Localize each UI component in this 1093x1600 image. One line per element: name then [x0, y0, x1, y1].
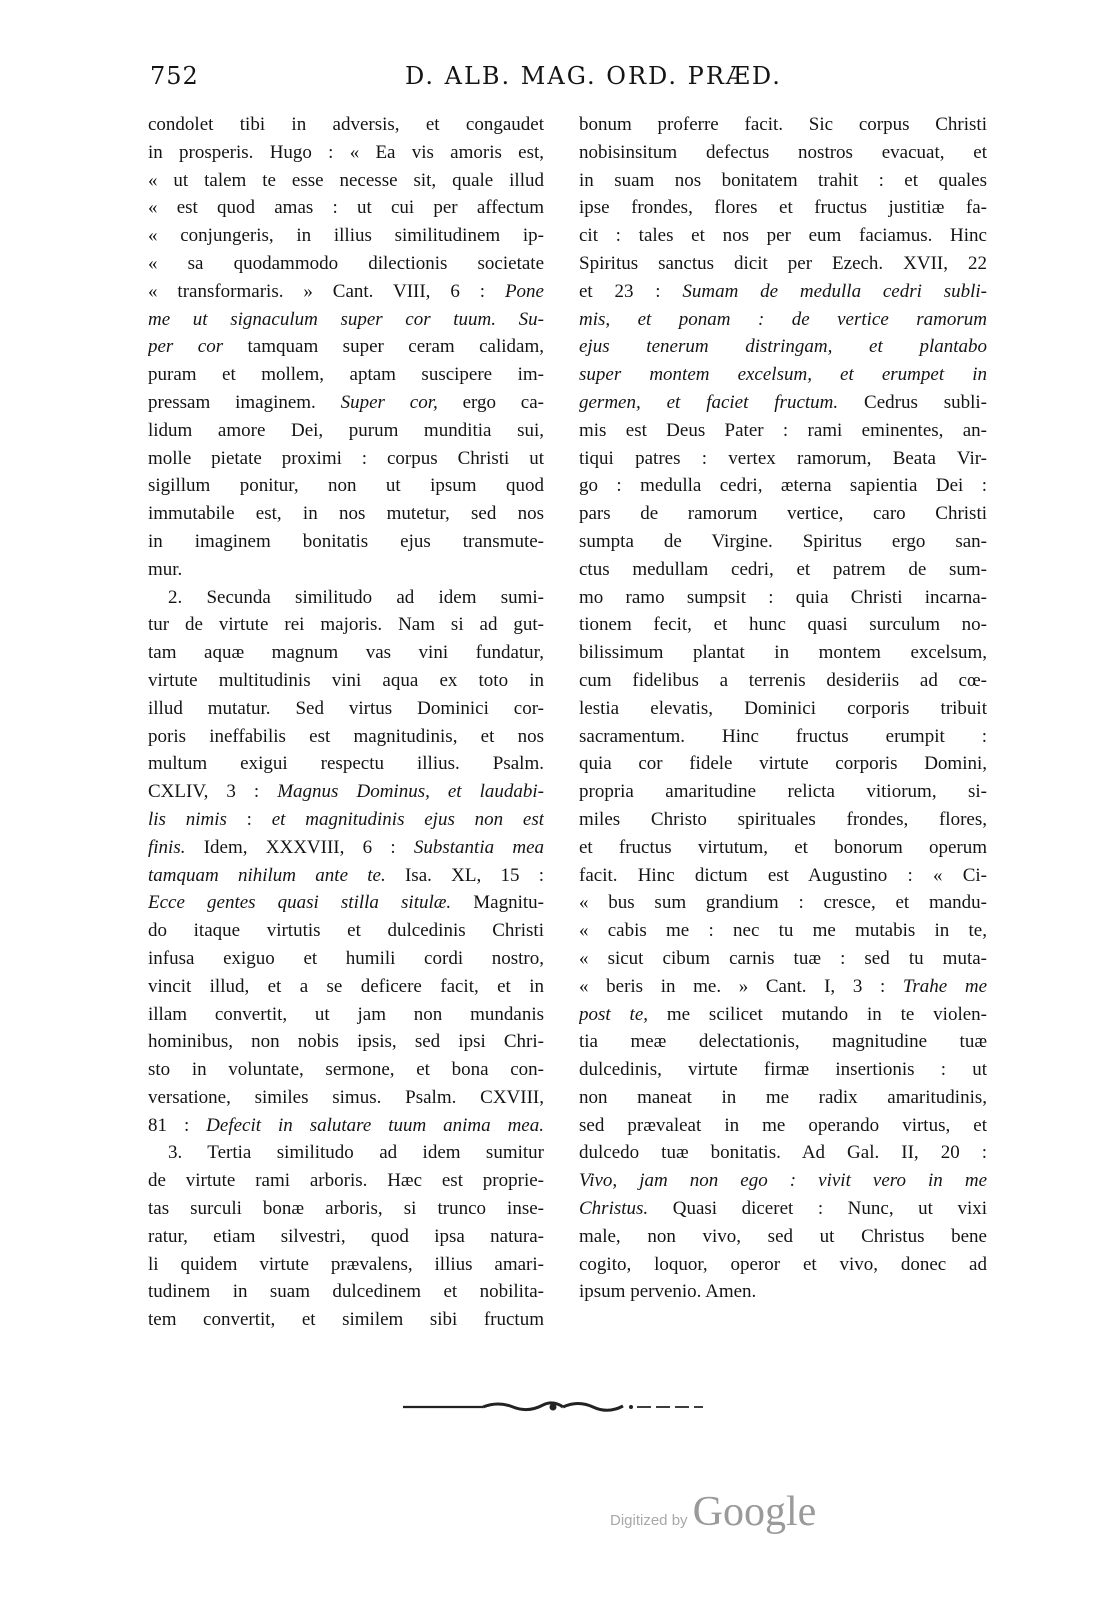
- text-run: multum exigui respectu illius. Psalm.: [148, 753, 544, 775]
- text-line: [148, 889, 544, 917]
- text-line: [148, 1139, 544, 1167]
- text-run: nobisinsitum defectus nostros evacuat, et: [579, 141, 987, 163]
- text-line: [579, 167, 987, 195]
- italic-text: finis.: [148, 836, 186, 858]
- text-run: Spiritus sanctus dicit per Ezech. XVII, 22: [579, 252, 987, 274]
- text-run: quia cor fidele virtute corporis Domini,: [579, 753, 987, 775]
- text-run: in imaginem bonitatis ejus transmute-: [148, 530, 544, 552]
- text-run: in prosperis. Hugo : « Ea vis amoris est,: [148, 141, 544, 163]
- text-run: sto in voluntate, sermone, et bona con-: [148, 1059, 544, 1081]
- ornamental-tailpiece-icon: [403, 1392, 709, 1422]
- text-line: [579, 862, 987, 890]
- text-line: [148, 528, 544, 556]
- italic-text: tamquam nihilum ante te.: [148, 864, 386, 886]
- italic-text: Magnus Dominus, et laudabi-: [277, 781, 544, 803]
- text-line: [579, 1223, 987, 1251]
- text-run: sed prævaleat in me operando virtus, et: [579, 1114, 987, 1136]
- text-line: [579, 945, 987, 973]
- text-run: hominibus, non nobis ipsis, sed ipsi Chri-: [148, 1031, 544, 1053]
- text-line: [148, 111, 544, 139]
- italic-text: ejus tenerum distringam, et plantabo: [579, 336, 987, 358]
- text-line: [148, 723, 544, 751]
- italic-text: super montem excelsum, et erumpet in: [579, 364, 987, 386]
- text-line: [579, 306, 987, 334]
- text-line: [148, 500, 544, 528]
- text-run: ipsum pervenio. Amen.: [579, 1281, 757, 1303]
- text-run: ergo ca-: [437, 391, 544, 413]
- text-line: [579, 695, 987, 723]
- text-line: [579, 445, 987, 473]
- text-run: Isa. XL, 15 :: [385, 864, 544, 886]
- text-line: [579, 917, 987, 945]
- running-title: D. ALB. MAG. ORD. PRÆD.: [405, 62, 782, 90]
- text-run: illam convertit, ut jam non mundanis: [148, 1003, 544, 1025]
- text-line: [148, 1195, 544, 1223]
- text-line: [579, 806, 987, 834]
- text-run: sacramentum. Hinc fructus erumpit :: [579, 725, 987, 747]
- text-line: [148, 1167, 544, 1195]
- text-run: pars de ramorum vertice, caro Christi: [579, 503, 987, 525]
- text-line: [579, 667, 987, 695]
- text-line: [579, 1084, 987, 1112]
- text-run: dulcedinis, virtute firmæ insertionis : ut: [579, 1059, 987, 1081]
- text-line: [579, 250, 987, 278]
- text-run: « est quod amas : ut cui per affectum: [148, 197, 544, 219]
- text-line: [579, 1195, 987, 1223]
- text-line: [148, 222, 544, 250]
- italic-text: et magnitudinis ejus non est: [271, 808, 544, 830]
- text-run: li quidem virtute prævalens, illius amari-: [148, 1253, 544, 1275]
- digitized-watermark: [610, 1488, 816, 1536]
- text-line: [148, 1084, 544, 1112]
- text-run: do itaque virtutis et dulcedinis Christi: [148, 920, 544, 942]
- text-line: [579, 139, 987, 167]
- text-line: [579, 611, 987, 639]
- text-line: [148, 695, 544, 723]
- italic-text: Sumam de medulla cedri subli-: [682, 280, 987, 302]
- text-line: [579, 528, 987, 556]
- text-line: [148, 667, 544, 695]
- text-run: « sa quodammodo dilectionis societate: [148, 252, 544, 274]
- text-run: tiqui patres : vertex ramorum, Beata Vir-: [579, 447, 987, 469]
- text-line: [148, 862, 544, 890]
- text-run: 81 :: [148, 1114, 207, 1136]
- text-line: [148, 1112, 544, 1140]
- text-run: tem convertit, et similem sibi fructum: [148, 1309, 544, 1331]
- text-run: cogito, loquor, operor et vivo, donec ad: [579, 1253, 987, 1275]
- text-line: [579, 1028, 987, 1056]
- google-logo: Google: [692, 1489, 817, 1535]
- text-line: [148, 1251, 544, 1279]
- text-column-left: [148, 111, 544, 1334]
- text-line: [148, 1278, 544, 1306]
- text-run: Quasi diceret : Nunc, ut vixi: [648, 1198, 987, 1220]
- text-run: Cedrus subli-: [838, 391, 987, 413]
- italic-text: per cor: [148, 336, 224, 358]
- text-line: [579, 1112, 987, 1140]
- text-run: de virtute rami arboris. Hæc est proprie-: [148, 1170, 544, 1192]
- text-run: sumpta de Virgine. Spiritus ergo san-: [579, 530, 987, 552]
- text-run: lidum amore Dei, purum munditia sui,: [148, 419, 544, 441]
- text-run: tudinem in suam dulcedinem et nobilita-: [148, 1281, 544, 1303]
- text-run: mur.: [148, 558, 183, 580]
- text-run: tia meæ delectationis, magnitudine tuæ: [579, 1031, 987, 1053]
- text-line: [148, 445, 544, 473]
- text-line: [148, 417, 544, 445]
- text-run: cit : tales et nos per eum faciamus. Hinc: [579, 225, 987, 247]
- text-run: facit. Hinc dictum est Augustino : « Ci-: [579, 864, 987, 886]
- text-line: [579, 222, 987, 250]
- text-line: [148, 472, 544, 500]
- text-line: [579, 556, 987, 584]
- text-run: virtute multitudinis vini aqua ex toto in: [148, 669, 544, 691]
- text-line: [148, 778, 544, 806]
- text-column-right: [579, 111, 987, 1306]
- text-line: [579, 778, 987, 806]
- text-run: tamquam super ceram calidam,: [223, 336, 544, 358]
- text-run: infusa exiguo et humili cordi nostro,: [148, 947, 544, 969]
- text-line: [579, 333, 987, 361]
- italic-text: Defecit in salutare tuum anima mea.: [206, 1114, 544, 1136]
- text-run: tur de virtute rei majoris. Nam si ad gut-: [148, 614, 544, 636]
- text-run: et 23 :: [579, 280, 683, 302]
- text-line: [148, 750, 544, 778]
- text-line: [148, 611, 544, 639]
- text-run: in suam nos bonitatem trahit : et quales: [579, 169, 987, 191]
- text-line: [579, 723, 987, 751]
- italic-text: lis nimis: [148, 808, 227, 830]
- italic-text: Ecce gentes quasi stilla situlæ.: [148, 892, 452, 914]
- italic-text: Super cor,: [340, 391, 438, 413]
- text-line: [579, 750, 987, 778]
- text-run: miles Christo spirituales frondes, flores,: [579, 808, 987, 830]
- text-line: [579, 278, 987, 306]
- text-line: [148, 250, 544, 278]
- italic-text: Trahe me: [902, 975, 987, 997]
- text-run: mo ramo sumpsit : quia Christi incarna-: [579, 586, 987, 608]
- text-line: [148, 361, 544, 389]
- text-line: [579, 1278, 987, 1306]
- text-run: « ut talem te esse necesse sit, quale illud: [148, 169, 544, 191]
- text-line: [148, 1056, 544, 1084]
- text-run: illud mutatur. Sed virtus Dominici cor-: [148, 697, 544, 719]
- text-line: [148, 389, 544, 417]
- text-run: mis est Deus Pater : rami eminentes, an-: [579, 419, 987, 441]
- text-line: [579, 389, 987, 417]
- text-run: « transformaris. » Cant. VIII, 6 :: [148, 280, 505, 302]
- italic-text: Vivo, jam non ego : vivit vero in me: [579, 1170, 987, 1192]
- text-line: [579, 1167, 987, 1195]
- text-run: tam aquæ magnum vas vini fundatur,: [148, 642, 544, 664]
- text-run: bilissimum plantat in montem excelsum,: [579, 642, 987, 664]
- text-run: CXLIV, 3 :: [148, 781, 278, 803]
- text-line: [148, 556, 544, 584]
- text-run: Idem, XXXVIII, 6 :: [185, 836, 414, 858]
- italic-text: Pone: [504, 280, 544, 302]
- text-line: [148, 194, 544, 222]
- text-run: condolet tibi in adversis, et congaudet: [148, 114, 544, 135]
- text-run: tionem fecit, et hunc quasi surculum no-: [579, 614, 987, 636]
- text-line: [148, 639, 544, 667]
- text-line: [579, 834, 987, 862]
- text-line: [579, 1139, 987, 1167]
- text-run: ctus medullam cedri, et patrem de sum-: [579, 558, 987, 580]
- italic-text: mis, et ponam : de vertice ramorum: [579, 308, 987, 330]
- text-line: [148, 973, 544, 1001]
- italic-text: Christus.: [579, 1198, 649, 1220]
- text-run: dulcedo tuæ bonitatis. Ad Gal. II, 20 :: [579, 1142, 987, 1164]
- text-line: [579, 1251, 987, 1279]
- text-line: [148, 139, 544, 167]
- text-line: [579, 584, 987, 612]
- text-run: male, non vivo, sed ut Christus bene: [579, 1225, 987, 1247]
- text-run: me scilicet mutando in te violen-: [648, 1003, 987, 1025]
- text-run: versatione, similes simus. Psalm. CXVIII,: [148, 1086, 544, 1108]
- text-run: Magnitu-: [451, 892, 544, 914]
- text-line: [148, 1028, 544, 1056]
- text-line: [148, 917, 544, 945]
- text-line: [148, 1001, 544, 1029]
- text-line: [148, 584, 544, 612]
- text-line: [579, 361, 987, 389]
- text-run: « bus sum grandium : cresce, et mandu-: [579, 892, 987, 914]
- text-run: « sicut cibum carnis tuæ : sed tu muta-: [579, 947, 987, 969]
- text-run: immutabile est, in nos mutetur, sed nos: [148, 503, 544, 525]
- text-run: tas surculi bonæ arboris, si trunco inse-: [148, 1198, 544, 1220]
- text-line: [148, 306, 544, 334]
- text-run: 3. Tertia similitudo ad idem sumitur: [168, 1142, 544, 1164]
- text-run: :: [226, 808, 272, 830]
- text-line: [579, 889, 987, 917]
- text-run: « conjungeris, in illius similitudinem ip-: [148, 225, 544, 247]
- text-line: [148, 333, 544, 361]
- italic-text: me ut signaculum super cor tuum. Su-: [148, 308, 544, 330]
- text-run: poris ineffabilis est magnitudinis, et nos: [148, 725, 544, 747]
- text-run: cum fidelibus a terrenis desideriis ad cœ-: [579, 669, 987, 691]
- text-run: vincit illud, et a se deficere facit, et in: [148, 975, 544, 997]
- text-run: go : medulla cedri, æterna sapientia Dei :: [579, 475, 987, 497]
- text-line: [579, 973, 987, 1001]
- text-run: « cabis me : nec tu me mutabis in te,: [579, 920, 987, 942]
- text-line: [148, 834, 544, 862]
- text-line: [579, 1001, 987, 1029]
- text-run: lestia elevatis, Dominici corporis tribuit: [579, 697, 987, 719]
- text-line: [148, 278, 544, 306]
- watermark-prefix: Digitized by: [610, 1512, 688, 1529]
- text-run: puram et mollem, aptam suscipere im-: [148, 364, 544, 386]
- italic-text: Substantia mea: [413, 836, 544, 858]
- text-run: non maneat in me radix amaritudinis,: [579, 1086, 987, 1108]
- text-line: [579, 500, 987, 528]
- page-number: 752: [150, 62, 199, 90]
- text-run: pressam imaginem.: [148, 391, 341, 413]
- text-line: [579, 472, 987, 500]
- text-run: sigillum ponitur, non ut ipsum quod: [148, 475, 544, 497]
- text-line: [579, 639, 987, 667]
- text-run: « beris in me. » Cant. I, 3 :: [579, 975, 903, 997]
- text-run: 2. Secunda similitudo ad idem sumi-: [168, 586, 544, 608]
- text-line: [579, 111, 987, 139]
- italic-text: post te,: [579, 1003, 648, 1025]
- text-line: [579, 417, 987, 445]
- text-line: [148, 945, 544, 973]
- italic-text: germen, et faciet fructum.: [579, 391, 839, 413]
- text-line: [148, 167, 544, 195]
- text-line: [148, 806, 544, 834]
- text-line: [579, 194, 987, 222]
- text-run: bonum proferre facit. Sic corpus Christi: [579, 114, 987, 135]
- text-line: [148, 1223, 544, 1251]
- text-run: molle pietate proximi : corpus Christi ut: [148, 447, 544, 469]
- text-line: [148, 1306, 544, 1334]
- text-line: [579, 1056, 987, 1084]
- text-run: ratur, etiam silvestri, quod ipsa natura-: [148, 1225, 544, 1247]
- text-run: et fructus virtutum, et bonorum operum: [579, 836, 987, 858]
- text-run: propria amaritudine relicta vitiorum, si-: [579, 781, 987, 803]
- text-run: ipse frondes, flores et fructus justitiæ fa-: [579, 197, 987, 219]
